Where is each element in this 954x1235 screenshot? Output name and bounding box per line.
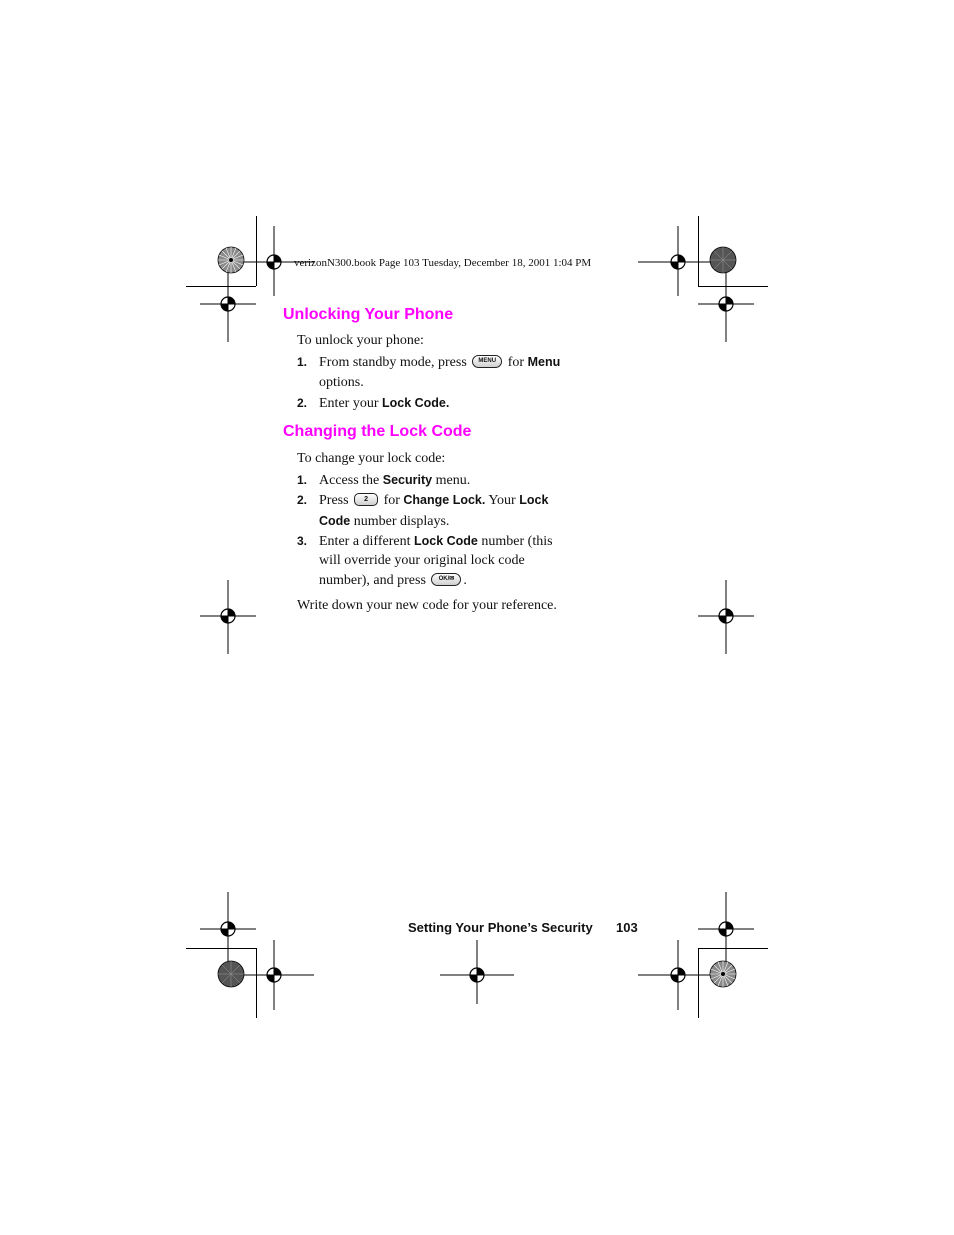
change-lock-term: Change Lock. <box>403 493 486 507</box>
step-text-line2-post: number displays. <box>353 514 450 529</box>
step-text-mid: for <box>383 493 400 508</box>
step-text-post: menu. <box>435 473 471 488</box>
step-number: 2. <box>297 493 308 507</box>
step-text <box>319 352 560 373</box>
section-heading-changing: Changing the Lock Code <box>283 423 472 440</box>
number-2-key-icon: 2 <box>354 493 378 506</box>
menu-term: Menu <box>527 355 561 369</box>
step-text <box>319 531 553 552</box>
step-text <box>319 470 470 491</box>
starburst-target-icon <box>709 246 737 274</box>
step-text-line2 <box>319 511 449 532</box>
registration-crosshair-icon <box>437 940 517 1006</box>
step-text <box>319 490 548 511</box>
menu-key-icon: MENU <box>472 355 502 368</box>
section1-intro: To unlock your phone: <box>297 333 424 348</box>
security-term: Security <box>382 473 433 487</box>
lock-term: Lock <box>519 493 549 507</box>
step-text-pre: Enter a different <box>319 534 411 549</box>
step-number: 3. <box>297 534 308 548</box>
step-text-post: number (this <box>481 534 553 549</box>
starburst-target-icon <box>217 960 245 988</box>
lock-code-term: Lock Code <box>413 534 478 548</box>
step-number: 1. <box>297 473 308 487</box>
registration-crosshair-icon <box>200 580 256 654</box>
section2-outro: Write down your new code for your reference. <box>297 598 557 613</box>
page-number: 103 <box>616 920 638 935</box>
step-text-post: Your <box>488 493 516 508</box>
registration-crosshair-icon <box>638 940 718 1012</box>
step-text-line3 <box>319 571 467 591</box>
section2-intro: To change your lock code: <box>297 451 446 466</box>
registration-crosshair-icon <box>698 268 754 342</box>
book-info-header: verizonN300.book Page 103 Tuesday, December 18, 2001 1:04 PM <box>294 257 592 269</box>
step-text-pre: Enter your <box>319 396 379 411</box>
step-text-line2: options. <box>319 375 364 390</box>
code-term: Code <box>319 514 351 528</box>
step-text-end: . <box>463 573 467 588</box>
lock-code-term: Lock Code. <box>381 396 450 410</box>
section-heading-unlocking: Unlocking Your Phone <box>283 306 454 323</box>
step-text-line2: will override your original lock code <box>319 553 525 568</box>
step-text-line3-pre: number), and press <box>319 573 426 588</box>
running-footer-title: Setting Your Phone’s Security <box>408 920 593 935</box>
ok-key-icon: OK/✉ <box>431 573 461 586</box>
registration-crosshair-icon <box>698 580 754 654</box>
step-text-pre: From standby mode, press <box>319 355 467 370</box>
step-text-pre: Press <box>319 493 349 508</box>
step-text <box>319 393 449 414</box>
starburst-target-icon <box>709 960 737 988</box>
step-number: 1. <box>297 355 308 369</box>
step-text-pre: Access the <box>319 473 380 488</box>
step-text-mid: for <box>507 355 525 370</box>
starburst-target-icon <box>217 246 245 274</box>
registration-crosshair-icon <box>200 268 256 342</box>
step-number: 2. <box>297 396 308 410</box>
registration-crosshair-icon <box>234 940 314 1012</box>
